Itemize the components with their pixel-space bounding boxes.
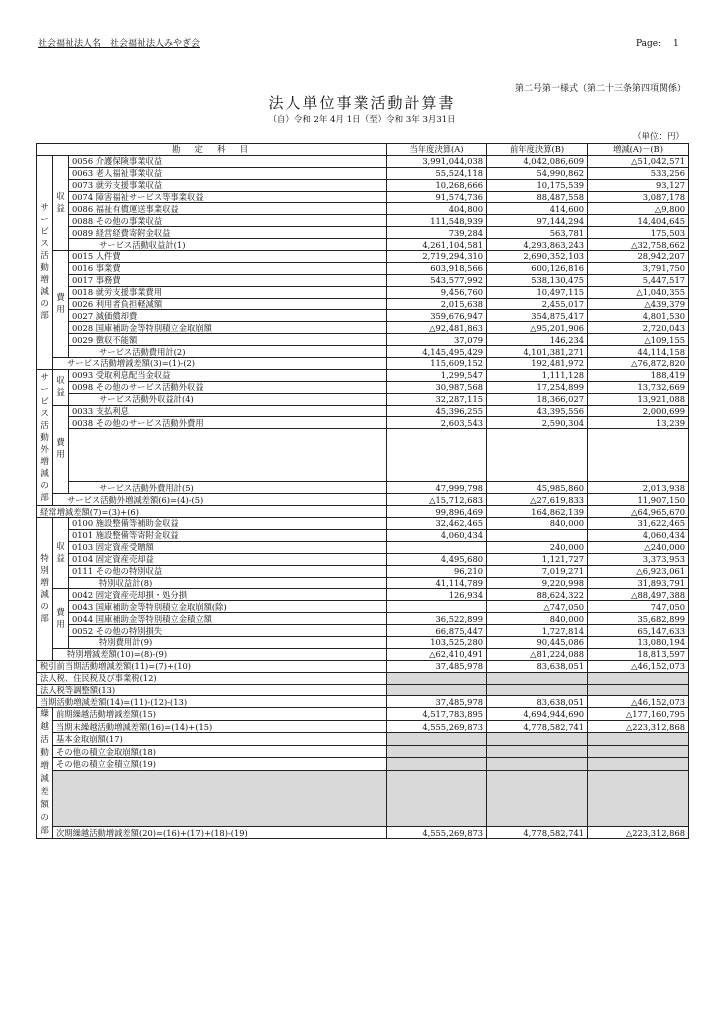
current-amount: 4,261,104,581 <box>387 239 487 251</box>
blank-cell <box>53 770 387 826</box>
summary-row <box>37 684 689 696</box>
diff-amount: △32,758,662 <box>588 239 689 251</box>
final-carry-label: 次期繰越活動増減差額(20)=(16)+(17)+(18)-(19) <box>53 826 387 839</box>
line-item-row <box>37 334 689 346</box>
carry-row <box>37 708 689 721</box>
line-item-row <box>37 215 689 227</box>
current-amount: 404,800 <box>387 203 487 215</box>
expense-group-label: 費用 <box>53 405 69 494</box>
diff-amount: 3,087,178 <box>588 191 689 203</box>
subtotal-row <box>37 636 689 648</box>
subtotal-row <box>37 482 689 494</box>
current-amount: 45,396,255 <box>387 405 487 417</box>
previous-amount: 2,590,304 <box>487 417 588 429</box>
diff-amount: 4,801,530 <box>588 310 689 322</box>
previous-amount <box>487 529 588 541</box>
diff-amount: △76,872,820 <box>588 358 689 370</box>
previous-amount: 240,000 <box>487 541 588 553</box>
account-name: 0028 国庫補助金等特別積立金取崩額 <box>69 322 387 334</box>
carry-label: 前期繰越活動増減差額(15) <box>53 708 387 721</box>
current-amount <box>387 758 487 771</box>
net-difference-label: サービス活動外増減差額(6)=(4)-(5) <box>53 494 387 506</box>
current-amount: 4,060,434 <box>387 529 487 541</box>
previous-amount: 4,778,582,741 <box>487 826 588 839</box>
current-amount: △62,410,491 <box>387 648 487 660</box>
line-item-row <box>37 405 689 417</box>
ordinary-row <box>37 506 689 518</box>
blank-cell <box>69 429 387 482</box>
current-amount <box>387 684 487 696</box>
line-item-row <box>37 179 689 191</box>
current-amount <box>387 541 487 553</box>
summary-row <box>37 696 689 708</box>
current-amount: 32,462,465 <box>387 518 487 530</box>
current-amount: 4,495,680 <box>387 553 487 565</box>
previous-amount: 4,293,863,243 <box>487 239 588 251</box>
column-header-previous: 前年度決算(B) <box>487 144 588 156</box>
diff-amount: 13,239 <box>588 417 689 429</box>
previous-amount <box>487 745 588 758</box>
diff-amount: 65,147,633 <box>588 625 689 637</box>
current-amount: 2,719,294,310 <box>387 251 487 263</box>
current-amount: 543,577,992 <box>387 274 487 286</box>
diff-amount: 14,404,645 <box>588 215 689 227</box>
previous-amount: 7,019,271 <box>487 565 588 577</box>
subtotal-row <box>37 239 689 251</box>
diff-amount: 44,114,158 <box>588 346 689 358</box>
revenue-group-label: 収益 <box>53 518 69 589</box>
summary-label: 法人税、住民税及び事業税(12) <box>37 672 387 684</box>
column-header-diff: 増減(A)－(B) <box>588 144 689 156</box>
diff-amount: △46,152,073 <box>588 660 689 672</box>
diff-amount: 2,720,043 <box>588 322 689 334</box>
account-name: 0093 受取利息配当金収益 <box>69 369 387 381</box>
account-name: 0088 その他の事業収益 <box>69 215 387 227</box>
account-name: 0026 利用者負担軽減額 <box>69 298 387 310</box>
section-label: サービス活動外増減の部 <box>37 369 53 505</box>
summary-row <box>37 660 689 672</box>
account-name: 0073 就労支援事業収益 <box>69 179 387 191</box>
diff-amount: 13,921,088 <box>588 393 689 405</box>
current-amount: 55,524,118 <box>387 167 487 179</box>
blank-cell <box>387 770 487 826</box>
column-header-row <box>37 144 689 156</box>
line-item-row <box>37 625 689 637</box>
subtotal-row <box>37 393 689 405</box>
current-amount: 37,485,978 <box>387 696 487 708</box>
current-amount: 41,114,789 <box>387 577 487 589</box>
line-item-row <box>37 369 689 381</box>
line-item-row <box>37 155 689 167</box>
previous-amount: 88,487,558 <box>487 191 588 203</box>
line-item-row <box>37 589 689 601</box>
line-item-row <box>37 541 689 553</box>
current-amount: 603,918,566 <box>387 262 487 274</box>
previous-amount: 146,234 <box>487 334 588 346</box>
diff-amount: △177,160,795 <box>588 708 689 721</box>
diff-amount <box>588 758 689 771</box>
subtotal-row <box>37 577 689 589</box>
account-name: 0016 事業費 <box>69 262 387 274</box>
previous-amount: 1,121,727 <box>487 553 588 565</box>
account-name: 0063 老人福祉事業収益 <box>69 167 387 179</box>
current-amount <box>387 672 487 684</box>
final-row <box>37 826 689 839</box>
current-amount: 30,987,568 <box>387 381 487 393</box>
diff-amount: 2,000,699 <box>588 405 689 417</box>
net-difference-label: 特別増減差額(10)=(8)-(9) <box>53 648 387 660</box>
diff-amount: 28,942,207 <box>588 251 689 263</box>
blank-row <box>37 429 689 482</box>
current-amount: 111,548,939 <box>387 215 487 227</box>
diff-amount: △439,379 <box>588 298 689 310</box>
current-amount: 47,999,798 <box>387 482 487 494</box>
previous-amount: 4,694,944,690 <box>487 708 588 721</box>
diff-amount <box>588 684 689 696</box>
account-name: 0089 経営経費寄附金収益 <box>69 227 387 239</box>
line-item-row <box>37 286 689 298</box>
line-item-row <box>37 262 689 274</box>
revenue-total-label: 特別収益計(8) <box>69 577 387 589</box>
current-amount: 1,299,547 <box>387 369 487 381</box>
current-amount <box>387 733 487 746</box>
line-item-row <box>37 251 689 263</box>
diff-amount: 5,447,517 <box>588 274 689 286</box>
previous-amount <box>487 733 588 746</box>
previous-amount: △95,201,906 <box>487 322 588 334</box>
previous-amount: 414,600 <box>487 203 588 215</box>
previous-amount <box>487 684 588 696</box>
line-item-row <box>37 417 689 429</box>
account-name: 0038 その他のサービス活動外費用 <box>69 417 387 429</box>
previous-amount: 4,778,582,741 <box>487 720 588 733</box>
summary-label: 法人税等調整額(13) <box>37 684 387 696</box>
diff-amount <box>588 672 689 684</box>
diff-amount: △223,312,868 <box>588 720 689 733</box>
line-item-row <box>37 613 689 625</box>
section-label: 特別増減の部 <box>37 518 53 661</box>
previous-amount: 1,111,128 <box>487 369 588 381</box>
diff-amount: 31,893,791 <box>588 577 689 589</box>
form-number: 第二号第一様式（第二十三条第四項関係） <box>514 84 686 94</box>
previous-amount: 97,144,294 <box>487 215 588 227</box>
page-number: Page: 1 <box>636 39 679 49</box>
account-name: 0029 徴収不能額 <box>69 334 387 346</box>
diff-amount: 3,791,750 <box>588 262 689 274</box>
summary-label: 当期活動増減差額(14)=(11)-(12)-(13) <box>37 696 387 708</box>
current-amount: △92,481,863 <box>387 322 487 334</box>
line-item-row <box>37 529 689 541</box>
account-name: 0056 介護保険事業収益 <box>69 155 387 167</box>
account-name: 0042 固定資産売却損・処分損 <box>69 589 387 601</box>
net-difference-label: サービス活動増減差額(3)=(1)-(2) <box>53 358 387 370</box>
diff-amount: 35,682,899 <box>588 613 689 625</box>
revenue-total-label: サービス活動外収益計(4) <box>69 393 387 405</box>
column-header-subject: 勘 定 科 目 <box>37 144 387 156</box>
line-item-row <box>37 310 689 322</box>
unit-label: （単位：円） <box>632 132 684 142</box>
diff-amount: 11,907,150 <box>588 494 689 506</box>
blank-cell <box>487 429 588 482</box>
current-amount: 2,015,638 <box>387 298 487 310</box>
account-name: 0043 国庫補助金等特別積立金取崩額(除) <box>69 601 387 613</box>
organization-name: 社会福祉法人名 社会福祉法人みやぎ会 <box>38 39 201 49</box>
carry-row <box>37 720 689 733</box>
diff-amount: 533,256 <box>588 167 689 179</box>
expense-total-label: 特別費用計(9) <box>69 636 387 648</box>
current-amount: 2,603,543 <box>387 417 487 429</box>
previous-amount: △81,224,088 <box>487 648 588 660</box>
current-amount <box>387 745 487 758</box>
subtotal-row <box>37 346 689 358</box>
line-item-row <box>37 191 689 203</box>
previous-amount: 9,220,998 <box>487 577 588 589</box>
current-amount: 99,896,469 <box>387 506 487 518</box>
diff-amount: 3,373,953 <box>588 553 689 565</box>
previous-amount <box>487 758 588 771</box>
previous-amount: 83,638,051 <box>487 660 588 672</box>
previous-amount: 4,101,381,271 <box>487 346 588 358</box>
diff-amount: △51,042,571 <box>588 155 689 167</box>
previous-amount: 840,000 <box>487 518 588 530</box>
diff-amount: 18,813,597 <box>588 648 689 660</box>
blank-cell <box>387 429 487 482</box>
diff-amount: 4,060,434 <box>588 529 689 541</box>
previous-amount: 354,875,417 <box>487 310 588 322</box>
expense-group-label: 費用 <box>53 589 69 648</box>
account-name: 0044 国庫補助金等特別積立金積立額 <box>69 613 387 625</box>
previous-amount: 563,781 <box>487 227 588 239</box>
line-item-row <box>37 203 689 215</box>
diff-amount <box>588 733 689 746</box>
diff-amount: 747,050 <box>588 601 689 613</box>
line-item-row <box>37 322 689 334</box>
previous-amount: 164,862,139 <box>487 506 588 518</box>
account-name: 0074 障害福祉サービス等事業収益 <box>69 191 387 203</box>
account-name: 0052 その他の特別損失 <box>69 625 387 637</box>
current-amount: 32,287,115 <box>387 393 487 405</box>
diff-amount: 13,080,194 <box>588 636 689 648</box>
previous-amount: 4,042,086,609 <box>487 155 588 167</box>
current-amount: 66,875,447 <box>387 625 487 637</box>
current-amount: 9,456,760 <box>387 286 487 298</box>
current-amount <box>387 601 487 613</box>
current-amount: 91,574,736 <box>387 191 487 203</box>
line-item-row <box>37 518 689 530</box>
previous-amount: 10,497,115 <box>487 286 588 298</box>
line-item-row <box>37 565 689 577</box>
diff-amount: 93,127 <box>588 179 689 191</box>
line-item-row <box>37 227 689 239</box>
diff-amount: △46,152,073 <box>588 696 689 708</box>
expense-total-label: サービス活動外費用計(5) <box>69 482 387 494</box>
carry-label: 基本金取崩額(17) <box>53 733 387 746</box>
line-item-row <box>37 601 689 613</box>
current-amount: 4,555,269,873 <box>387 720 487 733</box>
expense-group-label: 費用 <box>53 251 69 358</box>
revenue-group-label: 収益 <box>53 369 69 405</box>
diff-amount: △9,800 <box>588 203 689 215</box>
current-amount: 359,676,947 <box>387 310 487 322</box>
revenue-group-label: 収益 <box>53 155 69 250</box>
current-amount: 10,268,666 <box>387 179 487 191</box>
previous-amount: 88,624,322 <box>487 589 588 601</box>
account-name: 0104 固定資産売却益 <box>69 553 387 565</box>
previous-amount: 1,727,814 <box>487 625 588 637</box>
account-name: 0027 減価償却費 <box>69 310 387 322</box>
previous-amount: △27,619,833 <box>487 494 588 506</box>
line-item-row <box>37 298 689 310</box>
carry-row <box>37 758 689 771</box>
previous-amount: 840,000 <box>487 613 588 625</box>
account-name: 0111 その他の特別収益 <box>69 565 387 577</box>
account-name: 0015 人件費 <box>69 251 387 263</box>
carry-label: 当期末繰越活動増減差額(16)=(14)+(15) <box>53 720 387 733</box>
diff-amount: 13,732,669 <box>588 381 689 393</box>
current-amount: 37,079 <box>387 334 487 346</box>
current-amount: 3,991,044,038 <box>387 155 487 167</box>
summary-label: 税引前当期活動増減差額(11)=(7)+(10) <box>37 660 387 672</box>
section-label: 繰越活動増減差額の部 <box>37 708 53 839</box>
line-item-row <box>37 274 689 286</box>
blank-cell <box>588 770 689 826</box>
ordinary-difference-label: 経常増減差額(7)=(3)+(6) <box>37 506 387 518</box>
report-period: （自）令和 2年 4月 1日（至）令和 3年 3月31日 <box>268 115 456 125</box>
account-name: 0103 固定資産受贈額 <box>69 541 387 553</box>
blank-cell <box>487 770 588 826</box>
activity-statement-table <box>36 143 689 839</box>
net-row <box>37 648 689 660</box>
account-name: 0101 施設整備等寄附金収益 <box>69 529 387 541</box>
diff-amount: 175,503 <box>588 227 689 239</box>
account-name: 0100 施設整備等補助金収益 <box>69 518 387 530</box>
diff-amount: △223,312,868 <box>588 826 689 839</box>
summary-row <box>37 672 689 684</box>
diff-amount: △109,155 <box>588 334 689 346</box>
section-label: サービス活動増減の部 <box>37 155 53 369</box>
previous-amount <box>487 672 588 684</box>
previous-amount: 17,254,899 <box>487 381 588 393</box>
account-name: 0098 その他のサービス活動外収益 <box>69 381 387 393</box>
previous-amount: 2,455,017 <box>487 298 588 310</box>
previous-amount: 43,395,556 <box>487 405 588 417</box>
report-title: 法人単位事業活動計算書 <box>268 94 456 112</box>
diff-amount <box>588 745 689 758</box>
previous-amount: 45,985,860 <box>487 482 588 494</box>
diff-amount: 31,622,465 <box>588 518 689 530</box>
line-item-row <box>37 553 689 565</box>
account-name: 0017 事務費 <box>69 274 387 286</box>
current-amount: 96,210 <box>387 565 487 577</box>
blank-row <box>37 770 689 826</box>
account-name: 0033 支払利息 <box>69 405 387 417</box>
previous-amount: 10,175,539 <box>487 179 588 191</box>
current-amount: 4,517,783,895 <box>387 708 487 721</box>
carry-label: その他の積立金取崩額(18) <box>53 745 387 758</box>
previous-amount: 90,445,086 <box>487 636 588 648</box>
current-amount: △15,712,683 <box>387 494 487 506</box>
blank-cell <box>588 429 689 482</box>
line-item-row <box>37 167 689 179</box>
expense-total-label: サービス活動費用計(2) <box>69 346 387 358</box>
current-amount: 103,525,280 <box>387 636 487 648</box>
previous-amount: △747,050 <box>487 601 588 613</box>
diff-amount: △240,000 <box>588 541 689 553</box>
net-row <box>37 494 689 506</box>
previous-amount: 2,690,352,103 <box>487 251 588 263</box>
previous-amount: 600,126,816 <box>487 262 588 274</box>
account-name: 0086 福祉有償運送事業収益 <box>69 203 387 215</box>
current-amount: 37,485,978 <box>387 660 487 672</box>
diff-amount: 188,419 <box>588 369 689 381</box>
current-amount: 739,284 <box>387 227 487 239</box>
net-row <box>37 358 689 370</box>
diff-amount: △88,497,388 <box>588 589 689 601</box>
diff-amount: 2,013,938 <box>588 482 689 494</box>
previous-amount: 54,990,862 <box>487 167 588 179</box>
previous-amount: 83,638,051 <box>487 696 588 708</box>
previous-amount: 18,366,027 <box>487 393 588 405</box>
carry-label: その他の積立金積立額(19) <box>53 758 387 771</box>
previous-amount: 538,130,475 <box>487 274 588 286</box>
current-amount: 126,934 <box>387 589 487 601</box>
column-header-current: 当年度決算(A) <box>387 144 487 156</box>
current-amount: 4,555,269,873 <box>387 826 487 839</box>
diff-amount: △64,965,670 <box>588 506 689 518</box>
current-amount: 36,522,899 <box>387 613 487 625</box>
line-item-row <box>37 381 689 393</box>
current-amount: 115,609,152 <box>387 358 487 370</box>
current-amount: 4,145,495,429 <box>387 346 487 358</box>
carry-row <box>37 745 689 758</box>
diff-amount: △1,040,355 <box>588 286 689 298</box>
account-name: 0018 就労支援事業費用 <box>69 286 387 298</box>
diff-amount: △6,923,061 <box>588 565 689 577</box>
carry-row <box>37 733 689 746</box>
revenue-total-label: サービス活動収益計(1) <box>69 239 387 251</box>
previous-amount: 192,481,972 <box>487 358 588 370</box>
